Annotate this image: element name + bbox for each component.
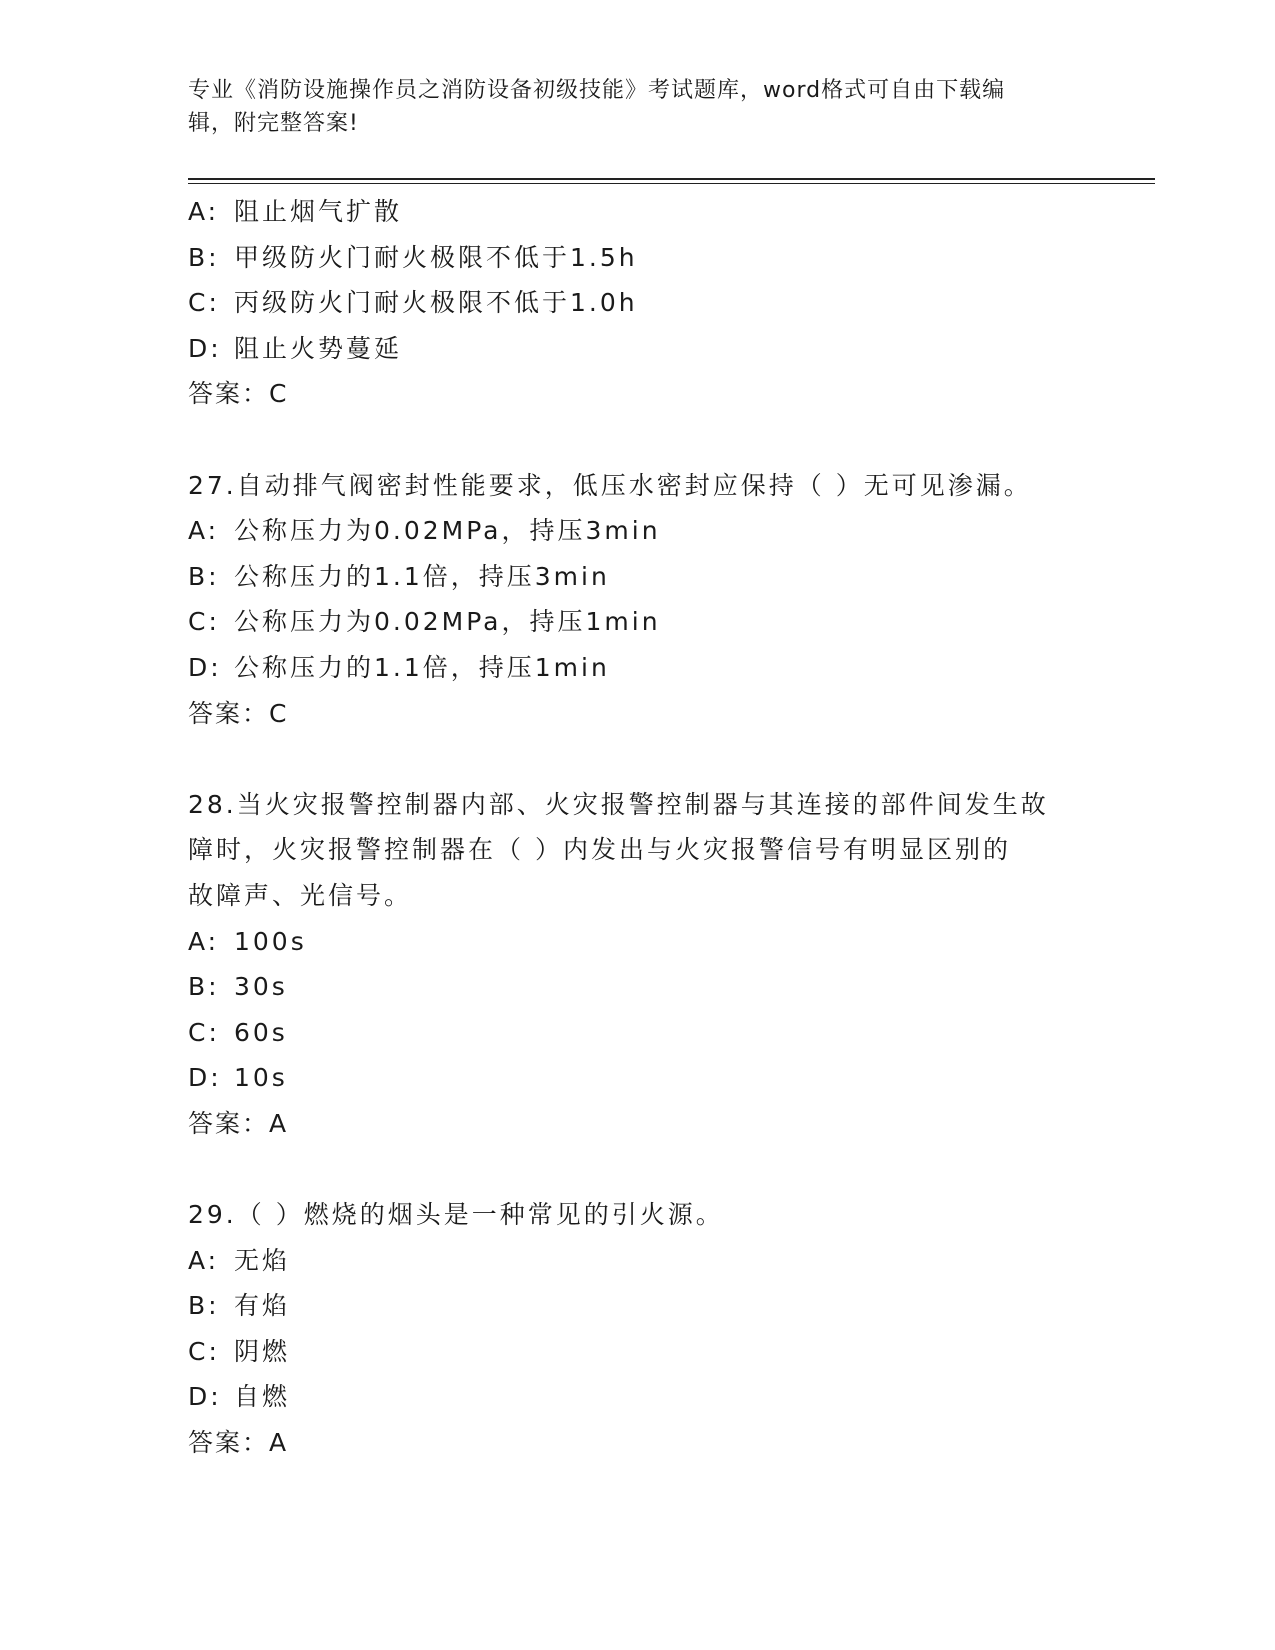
option-letter: C: (188, 1017, 220, 1047)
option-letter: B: (188, 972, 220, 1002)
option-letter: B: (188, 561, 220, 591)
option-text: 丙级防火门耐火极限不低于1.0h (234, 288, 638, 318)
option-letter: A: (188, 1245, 220, 1275)
option-letter: D: (188, 1382, 222, 1412)
spacer (188, 1146, 1088, 1192)
option-letter: B: (188, 242, 220, 272)
header-line-1: 专业《消防设施操作员之消防设备初级技能》考试题库，word格式可自由下载编 (188, 78, 1006, 103)
answer-line: 答案：A (188, 1108, 289, 1138)
question-stem: 29.（ ）燃烧的烟头是一种常见的引火源。 (188, 1200, 724, 1230)
question-block-27 (188, 463, 1088, 737)
option-letter: A: (188, 926, 220, 956)
question-block-28 (188, 782, 1088, 1147)
option-text: 有焰 (234, 1291, 291, 1321)
option-text: 30s (234, 972, 288, 1002)
option-letter: C: (188, 1336, 220, 1366)
header-divider-thin (188, 183, 1155, 184)
option-b (188, 235, 1088, 281)
option-text: 公称压力的1.1倍，持压1min (234, 652, 610, 682)
option-d (188, 1055, 1088, 1101)
question-stem: 障时，火灾报警控制器在（ ）内发出与火灾报警信号有明显区别的 (188, 835, 1011, 865)
option-c (188, 280, 1088, 326)
option-text: 100s (234, 926, 307, 956)
question-stem: 故障声、光信号。 (188, 880, 413, 910)
spacer (188, 736, 1088, 782)
option-text: 60s (234, 1017, 288, 1047)
option-text: 阻止烟气扩散 (234, 197, 403, 226)
option-b (188, 964, 1088, 1010)
question-stem: 28.当火灾报警控制器内部、火灾报警控制器与其连接的部件间发生故 (188, 789, 1049, 819)
option-text: 阻止火势蔓延 (234, 333, 403, 363)
option-d (188, 1374, 1088, 1420)
option-c (188, 599, 1088, 645)
question-list (188, 189, 1088, 1466)
option-letter: D: (188, 1063, 222, 1093)
option-d (188, 645, 1088, 691)
option-d (188, 326, 1088, 372)
option-text: 公称压力的1.1倍，持压3min (234, 561, 610, 591)
answer-line: 答案：A (188, 1428, 289, 1458)
option-b (188, 1283, 1088, 1329)
option-c (188, 1010, 1088, 1056)
option-text: 10s (234, 1063, 288, 1093)
option-letter: C: (188, 288, 220, 318)
option-text: 公称压力为0.02MPa，持压1min (234, 607, 661, 637)
option-b (188, 554, 1088, 600)
option-text: 阴燃 (234, 1336, 291, 1366)
option-letter: A: (188, 516, 220, 546)
answer-line: 答案：C (188, 379, 289, 409)
option-text: 无焰 (234, 1245, 291, 1275)
answer-line: 答案：C (188, 698, 289, 728)
question-block-29 (188, 1192, 1088, 1466)
question-block-continued (188, 189, 1088, 417)
option-letter: A: (188, 197, 220, 226)
option-a (188, 919, 1088, 965)
option-letter: D: (188, 652, 222, 682)
option-c (188, 1329, 1088, 1375)
header-line-2: 辑，附完整答案! (188, 111, 359, 136)
option-a (188, 1238, 1088, 1284)
header-divider-thick (188, 178, 1155, 180)
option-text: 甲级防火门耐火极限不低于1.5h (234, 242, 638, 272)
document-header (188, 74, 1068, 140)
spacer (188, 417, 1088, 463)
question-stem: 27.自动排气阀密封性能要求，低压水密封应保持（ ）无可见渗漏。 (188, 470, 1032, 500)
option-text: 公称压力为0.02MPa，持压3min (234, 516, 661, 546)
option-letter: B: (188, 1291, 220, 1321)
option-letter: D: (188, 333, 222, 363)
option-a (188, 508, 1088, 554)
option-text: 自燃 (234, 1382, 291, 1412)
option-a (188, 189, 1088, 235)
option-letter: C: (188, 607, 220, 637)
